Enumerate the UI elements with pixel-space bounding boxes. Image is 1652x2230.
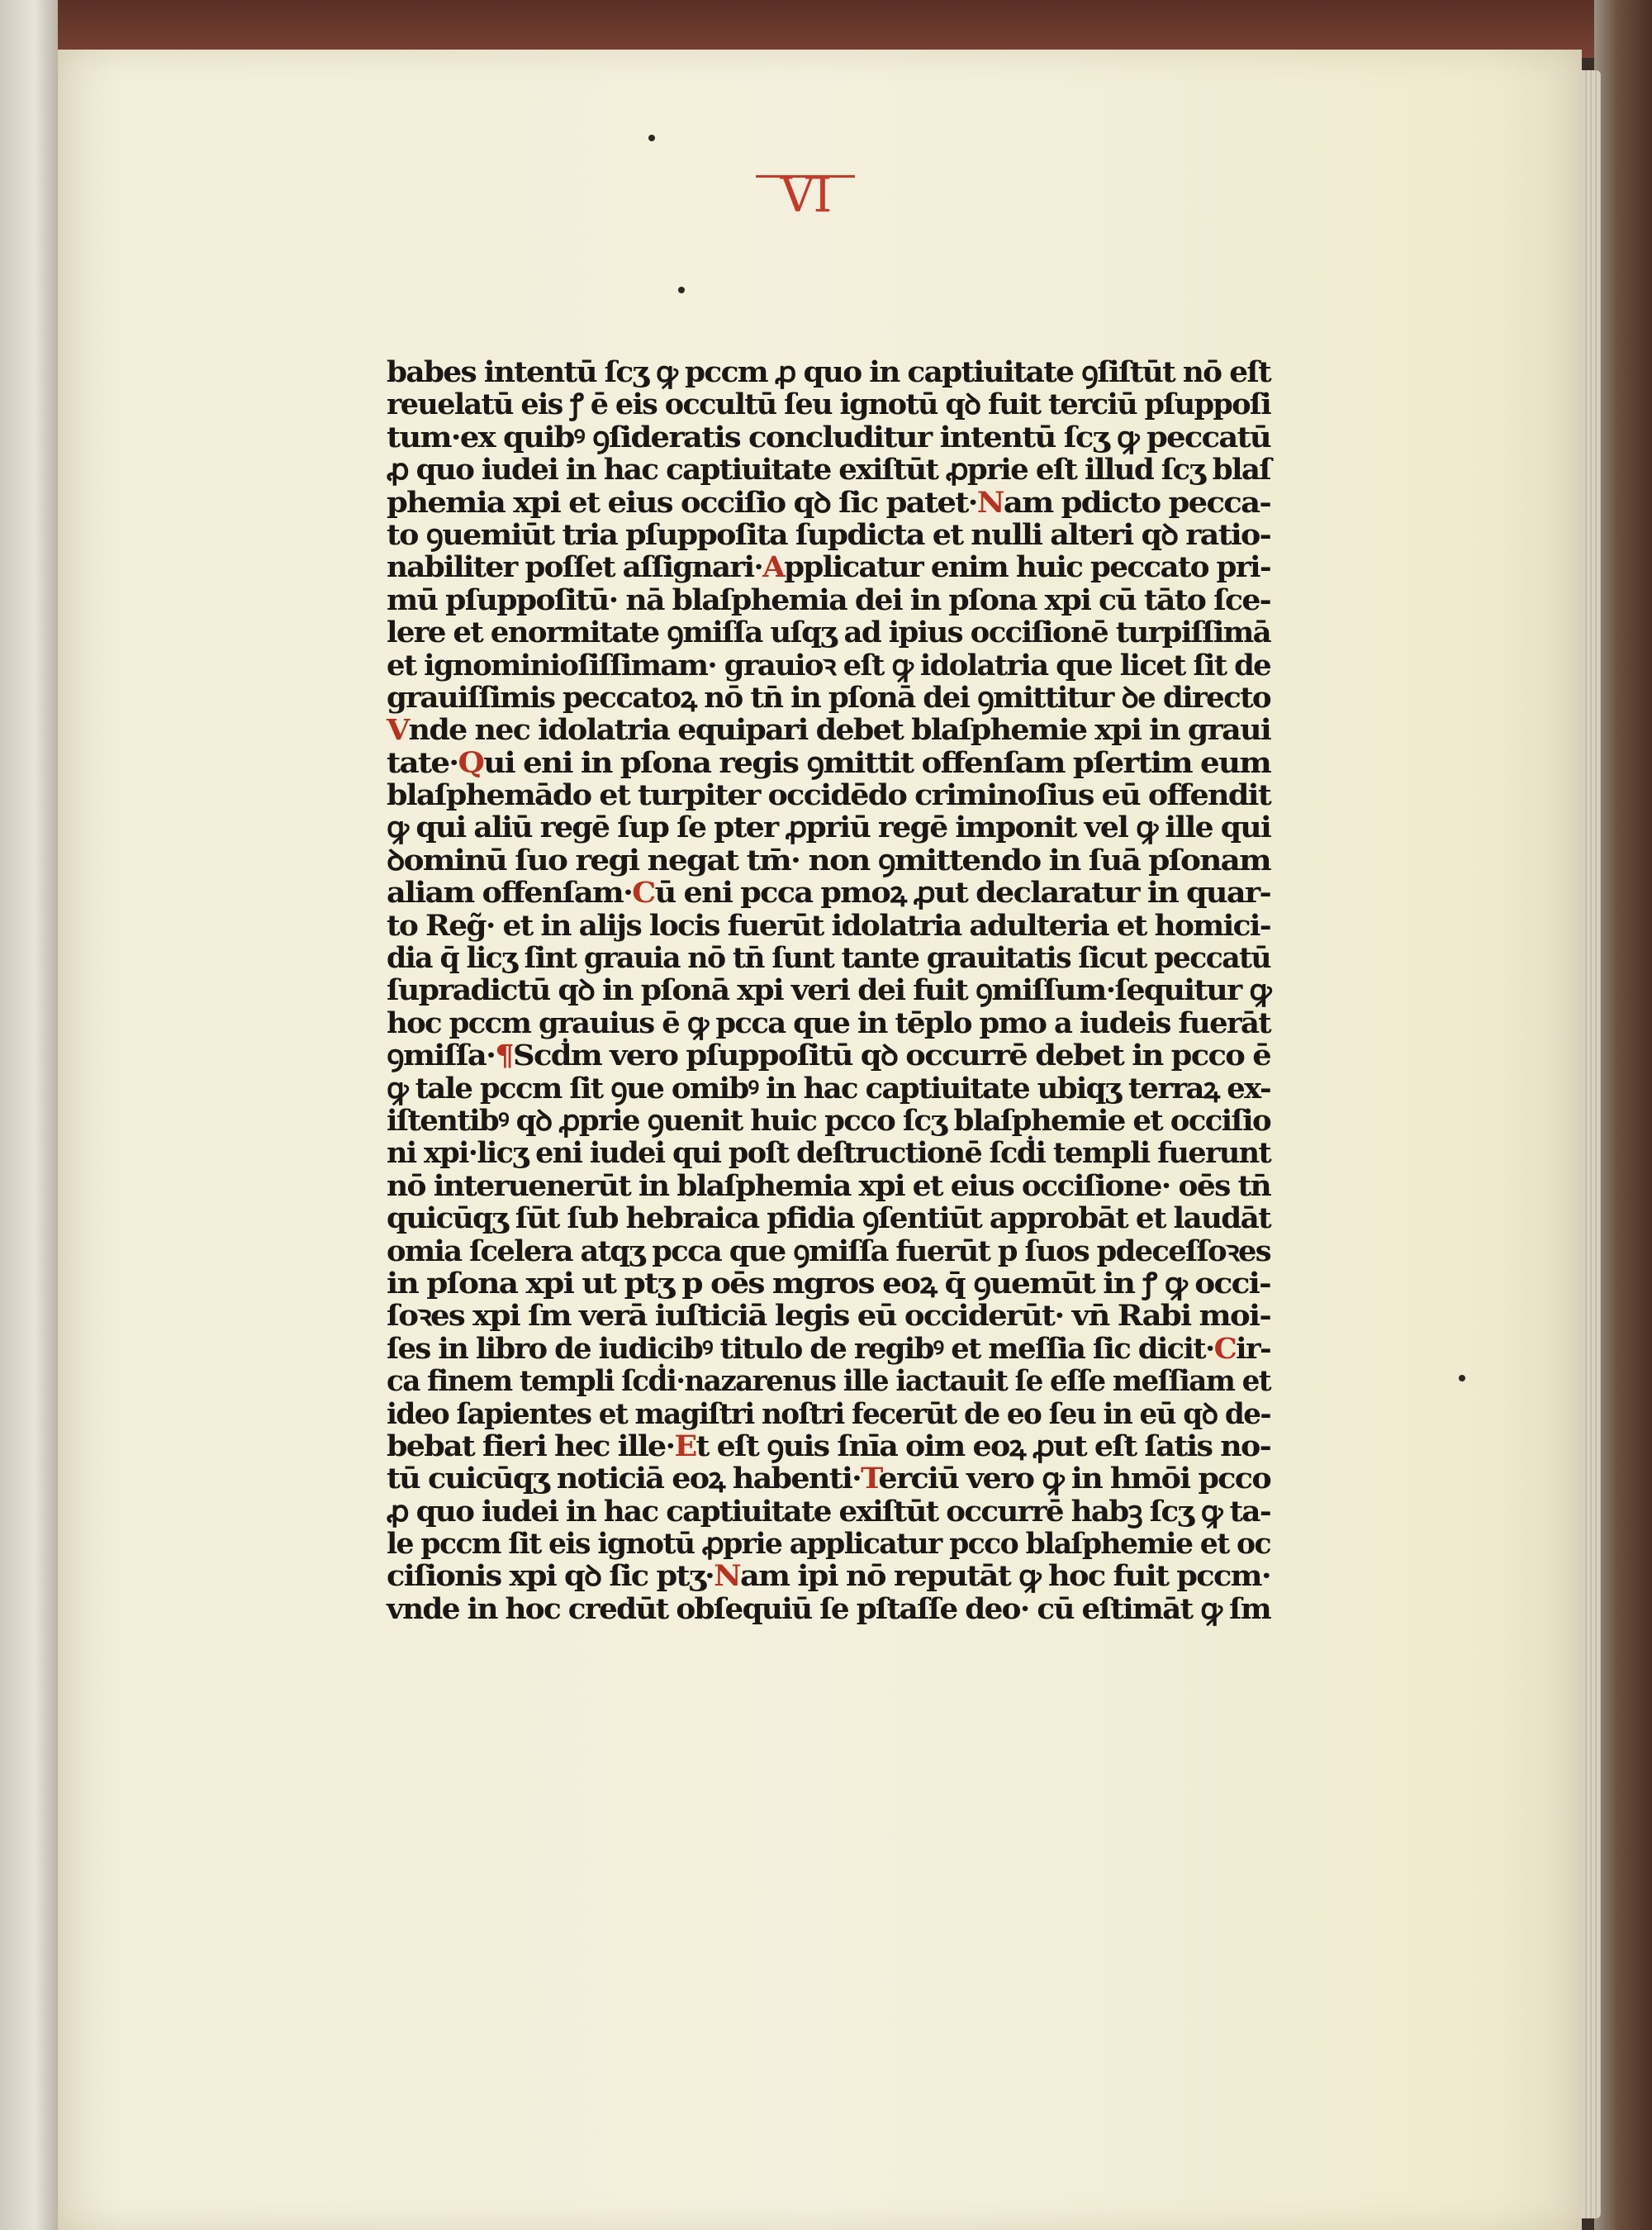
text-segment: to Reg̃· et in alijs locis fuerūt idolatria adulteria et homici- xyxy=(387,909,1270,943)
text-segment: pplicatur enim huic peccato pri- xyxy=(784,551,1270,585)
text-line xyxy=(387,1561,1270,1593)
text-segment: ꝙ qui aliū regē ſup ſe pter ꝓpriū regē imponit vel ꝙ ille qui xyxy=(387,811,1270,845)
text-segment: ꝓ quo iudei in hac captiuitate exiſtūt occurrē habꝫ ſcʒ ꝙ ta- xyxy=(387,1495,1270,1529)
pinhole-mark xyxy=(648,135,655,141)
text-line xyxy=(387,975,1270,1007)
text-segment: ꝙ tale pccm ſit ꝯue omibꝰ in hac captiuitate ubiqʒ terraꝝ ex- xyxy=(387,1072,1270,1105)
text-segment: Scḋm vero pſuppoſitū qꝺ occurrē debet in pcco ē xyxy=(513,1039,1270,1073)
text-line xyxy=(387,1268,1270,1300)
text-segment: ideo ſapientes et magiſtri noſtri fecerūt de eo ſeu in eū qꝺ de- xyxy=(387,1397,1270,1431)
text-segment: am pdicto pecca- xyxy=(1003,486,1270,520)
text-line xyxy=(387,1008,1270,1040)
text-segment: ir- xyxy=(1236,1332,1270,1366)
text-line xyxy=(387,715,1270,747)
text-line xyxy=(387,1040,1270,1072)
text-segment: phemia xpi et eius occiſio qꝺ ſic patet· xyxy=(387,486,977,520)
folio-number: VI xyxy=(780,167,831,223)
text-line xyxy=(387,650,1270,682)
text-segment: ꝓ quo iudei in hac captiuitate exiſtūt ꝓprie eſt illud ſcʒ blaſ xyxy=(387,454,1270,487)
text-line xyxy=(387,845,1270,877)
text-segment: lere et enormitate ꝯmiſſa uſqʒ ad ipius occiſionē turpiſſimā xyxy=(387,616,1270,650)
text-segment: quicūqʒ ſūt ſub hebraica pfidia ꝯſentiūt approbāt et laudāt xyxy=(387,1202,1270,1236)
text-segment: ni xpi·licʒ eni iudei qui poſt deſtructionē ſcḋi templi fuerunt xyxy=(387,1137,1270,1171)
text-segment: tum·ex quibꝰ ꝯſideratis concluditur intentū ſcʒ ꝙ peccatū xyxy=(387,421,1270,454)
text-line xyxy=(387,1203,1270,1235)
rubricated-initial: T xyxy=(861,1462,879,1496)
text-segment: omia ſcelera atqʒ pcca que ꝯmiſſa fuerūt p ſuos pdeceſſoꝛes xyxy=(387,1234,1270,1268)
text-segment: ca finem templi ſcḋi·nazarenus ille iactauit ſe eſſe meſſiam et xyxy=(387,1365,1270,1399)
pinhole-mark xyxy=(1459,1375,1465,1381)
rubricated-initial: E xyxy=(674,1429,696,1463)
text-line xyxy=(387,520,1270,552)
text-line xyxy=(387,617,1270,649)
text-segment: reuelatū eis ꝭ ē eis occultū ſeu ignotū qꝺ fuit terciū pſuppoſi xyxy=(387,388,1270,422)
text-segment: to ꝯuemiūt tria pſuppoſita ſupdicta et nulli alteri qꝺ ratio- xyxy=(387,518,1270,552)
rubricated-initial: C xyxy=(632,877,655,911)
text-segment: ſupradictū qꝺ in pſonā xpi veri dei fuit ꝯmiſſum·ſequitur ꝙ xyxy=(387,974,1270,1008)
text-line xyxy=(387,1366,1270,1398)
text-line xyxy=(387,812,1270,844)
text-line xyxy=(387,682,1270,715)
text-line xyxy=(387,487,1270,520)
text-segment: nabiliter poſſet aſſignari· xyxy=(387,551,763,585)
text-segment: nō interuenerūt in blaſphemia xpi et eius occiſione· oēs tn̄ xyxy=(387,1169,1270,1203)
text-line xyxy=(387,780,1270,812)
text-segment: ſoꝛes xpi ſm verā iuſticiā legis eū occiderūt· vn̄ Rabi moi- xyxy=(387,1300,1270,1334)
text-segment: ui eni in pſona regis ꝯmittit offenſam pſertim eum xyxy=(483,746,1270,780)
rubricated-initial: V xyxy=(387,714,409,748)
text-line xyxy=(387,357,1270,389)
text-line xyxy=(387,552,1270,584)
text-segment: t eſt ꝯuis ſnīa oim eoꝝ ꝓut eſt ſatis no- xyxy=(695,1429,1270,1463)
text-segment: erciū vero ꝙ in hmōi pcco xyxy=(878,1462,1270,1496)
text-segment: nde nec idolatria equipari debet blaſphemie xpi in graui xyxy=(408,714,1271,748)
text-segment: tū cuicūqʒ noticiā eoꝝ habenti· xyxy=(387,1462,862,1496)
text-line xyxy=(387,422,1270,454)
text-segment: le pccm ſit eis ignotū ꝓprie applicatur pcco blaſphemie et oc xyxy=(387,1528,1270,1562)
text-segment: grauiſſimis peccatoꝝ nō tn̄ in pſonā dei ꝯmittitur ꝺe directo xyxy=(387,681,1270,715)
book-cover-right xyxy=(1594,0,1652,2230)
text-segment: ū eni pcca pmoꝝ ꝓut declaratur in quar- xyxy=(654,877,1270,911)
text-block xyxy=(387,357,1270,1626)
page xyxy=(58,50,1582,2230)
rubricated-initial: C xyxy=(1213,1332,1237,1366)
text-segment: aliam offenſam· xyxy=(387,877,633,911)
text-line xyxy=(387,1399,1270,1431)
text-line xyxy=(387,1236,1270,1268)
text-line xyxy=(387,911,1270,943)
rubricated-initial: N xyxy=(976,486,1004,520)
text-segment: babes intentū ſcʒ ꝙ pccm ꝓ quo in captiuitate ꝯſiſtūt nō eſt xyxy=(387,356,1270,389)
text-segment: am ipi nō reputāt ꝙ hoc fuit pccm· xyxy=(740,1560,1270,1594)
rubricated-initial: ¶ xyxy=(495,1039,514,1073)
text-segment: et ignominioſiſſimam· grauioꝛ eſt ꝙ idolatria que licet ſit de xyxy=(387,649,1270,682)
text-segment: tate· xyxy=(387,746,458,780)
text-line xyxy=(387,1138,1270,1170)
text-line xyxy=(387,1300,1270,1333)
left-page-edge xyxy=(0,0,58,2230)
text-line xyxy=(387,1463,1270,1495)
text-segment: in pſona xpi ut ptʒ p oēs mgros eoꝝ q̄ ꝯuemūt in ꝭ ꝙ occi- xyxy=(387,1267,1270,1300)
text-line xyxy=(387,1105,1270,1138)
rubricated-initial: N xyxy=(714,1560,741,1594)
text-line xyxy=(387,1171,1270,1203)
text-segment: blaſphemādo et turpiter occidēdo criminoſius eū offendit xyxy=(387,779,1270,813)
pinhole-mark xyxy=(678,287,685,293)
text-line xyxy=(387,1073,1270,1105)
text-segment: ciſionis xpi qꝺ ſic ptʒ· xyxy=(387,1560,714,1594)
text-line xyxy=(387,1431,1270,1463)
text-line xyxy=(387,454,1270,487)
text-line xyxy=(387,748,1270,780)
text-line xyxy=(387,877,1270,910)
rubricated-initial: Q xyxy=(458,746,484,780)
text-segment: dia q̄ licʒ ſint grauia nō tn̄ ſunt tante grauitatis ſicut peccatū xyxy=(387,942,1270,976)
rubricated-initial: A xyxy=(762,551,785,585)
text-line xyxy=(387,1529,1270,1561)
text-line xyxy=(387,585,1270,617)
text-segment: mū pſuppoſitū· nā blaſphemia dei in pſona xpi cū tāto ſce- xyxy=(387,583,1270,617)
text-segment: iſtentibꝰ qꝺ ꝓprie ꝯuenit huic pcco ſcʒ blaſphemie et occiſio xyxy=(387,1104,1270,1138)
text-segment: hoc pccm grauius ē ꝙ pcca que in tēplo pmo a iudeis fuerāt xyxy=(387,1006,1270,1040)
text-segment: ꝺominū ſuo regi negat tm̄· non ꝯmittendo in ſuā pſonam xyxy=(387,844,1270,877)
text-segment: ꝯmiſſa· xyxy=(387,1039,496,1073)
text-line xyxy=(387,943,1270,975)
text-segment: ſes in libro de iudicibꝰ titulo de regibꝰ et meſſia ſic dicit· xyxy=(387,1332,1214,1366)
text-segment: bebat fieri hec ille· xyxy=(387,1429,675,1463)
text-line xyxy=(387,1594,1270,1626)
text-line xyxy=(387,389,1270,421)
text-segment: vnde in hoc credūt obſequiū ſe pſtaſſe deo· cū eſtimāt ꝙ ſm xyxy=(387,1592,1270,1626)
text-line xyxy=(387,1496,1270,1529)
text-line xyxy=(387,1334,1270,1366)
